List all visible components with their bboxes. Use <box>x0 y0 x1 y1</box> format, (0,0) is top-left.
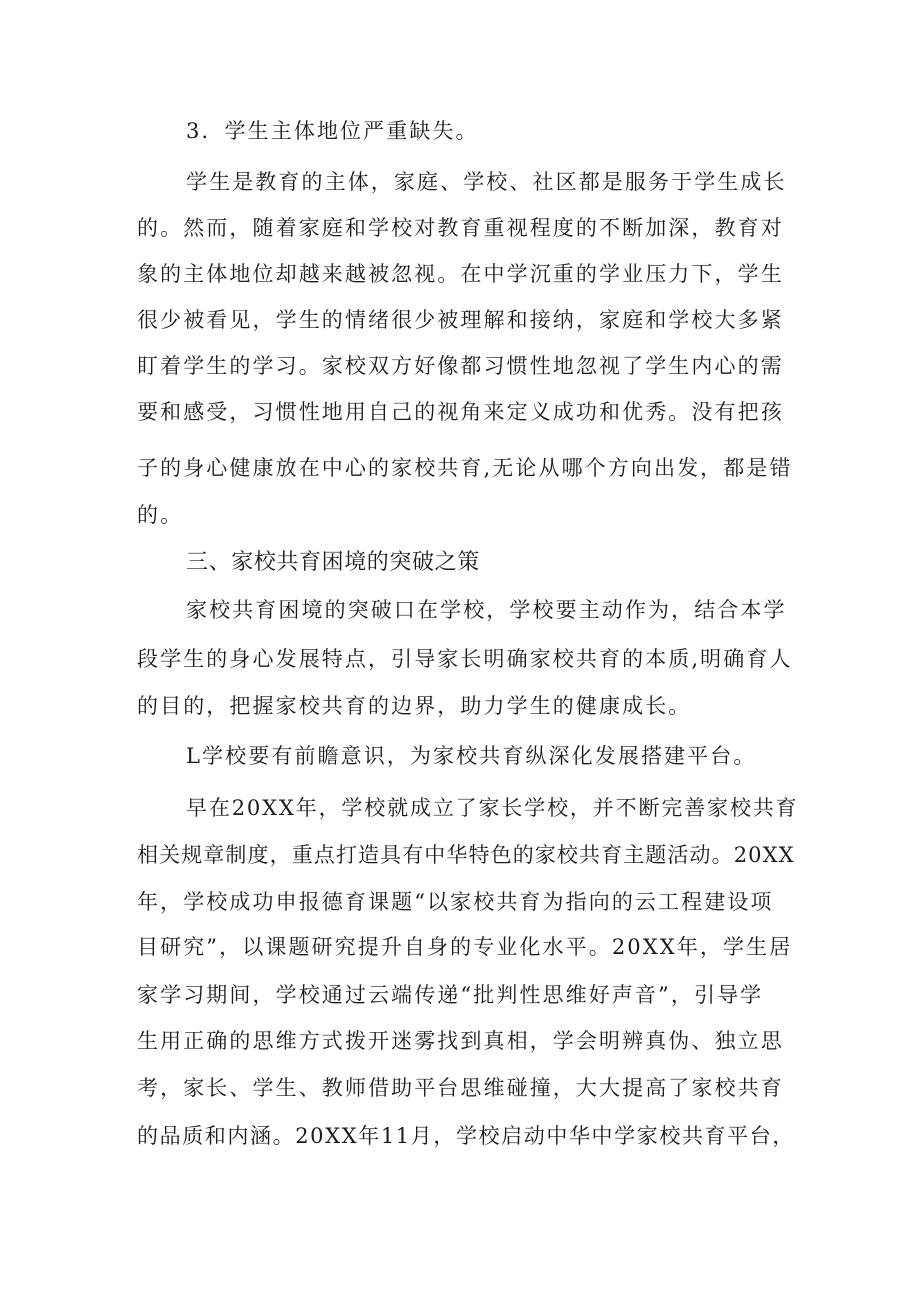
paragraph-line: 的品质和内涵。20XX年11月，学校启动中华中学家校共育平台， <box>137 1124 795 1148</box>
paragraph-line: 考，家长、学生、教师借助平台思维碰撞，大大提高了家校共育 <box>137 1076 784 1100</box>
paragraph-line: 目研究”，以课题研究提升自身的专业化水平。20XX年，学生居 <box>137 935 793 959</box>
paragraph-line: 年，学校成功申报德育课题“以家校共育为指向的云工程建设项 <box>137 890 774 914</box>
paragraph-line: 段学生的身心发展特点，引导家长明确家校共育的本质,明确育人 <box>137 647 793 671</box>
section-heading: 三、家校共育困境的突破之策 <box>186 550 480 575</box>
paragraph-line: 盯着学生的学习。家校双方好像都习惯性地忽视了学生内心的需 <box>137 354 784 378</box>
paragraph-line: 的。然而，随着家庭和学校对教育重视程度的不断加深，教育对 <box>137 216 784 240</box>
paragraph-line: 的。 <box>137 503 184 527</box>
sub-item-1: L学校要有前瞻意识，为家校共育纵深化发展搭建平台。 <box>186 744 757 768</box>
paragraph-line: 象的主体地位却越来越被忽视。在中学沉重的学业压力下，学生 <box>137 262 784 286</box>
paragraph-line: 早在20XX年，学校就成立了家长学校，并不断完善家校共育 <box>186 796 799 820</box>
paragraph-line: 要和感受，习惯性地用自己的视角来定义成功和优秀。没有把孩 <box>137 400 784 424</box>
paragraph-line: 生用正确的思维方式拨开迷雾找到真相，学会明辨真伪、独立思 <box>137 1029 784 1053</box>
paragraph-line: 子的身心健康放在中心的家校共育,无论从哪个方向出发，都是错 <box>137 456 793 480</box>
section-item-3: 3．学生主体地位严重缺失。 <box>186 119 479 143</box>
paragraph-line: 家学习期间，学校通过云端传递“批判性思维好声音”，引导学 <box>137 983 764 1007</box>
paragraph-line: 相关规章制度，重点打造具有中华特色的家校共育主题活动。20XX <box>137 843 795 867</box>
paragraph-line: 很少被看见，学生的情绪很少被理解和接纳，家庭和学校大多紧 <box>137 308 784 332</box>
paragraph-line: 学生是教育的主体，家庭、学校、社区都是服务于学生成长 <box>186 170 787 194</box>
paragraph-line: 家校共育困境的突破口在学校，学校要主动作为，结合本学 <box>186 598 787 622</box>
paragraph-line: 的目的，把握家校共育的边界，助力学生的健康成长。 <box>137 694 692 718</box>
